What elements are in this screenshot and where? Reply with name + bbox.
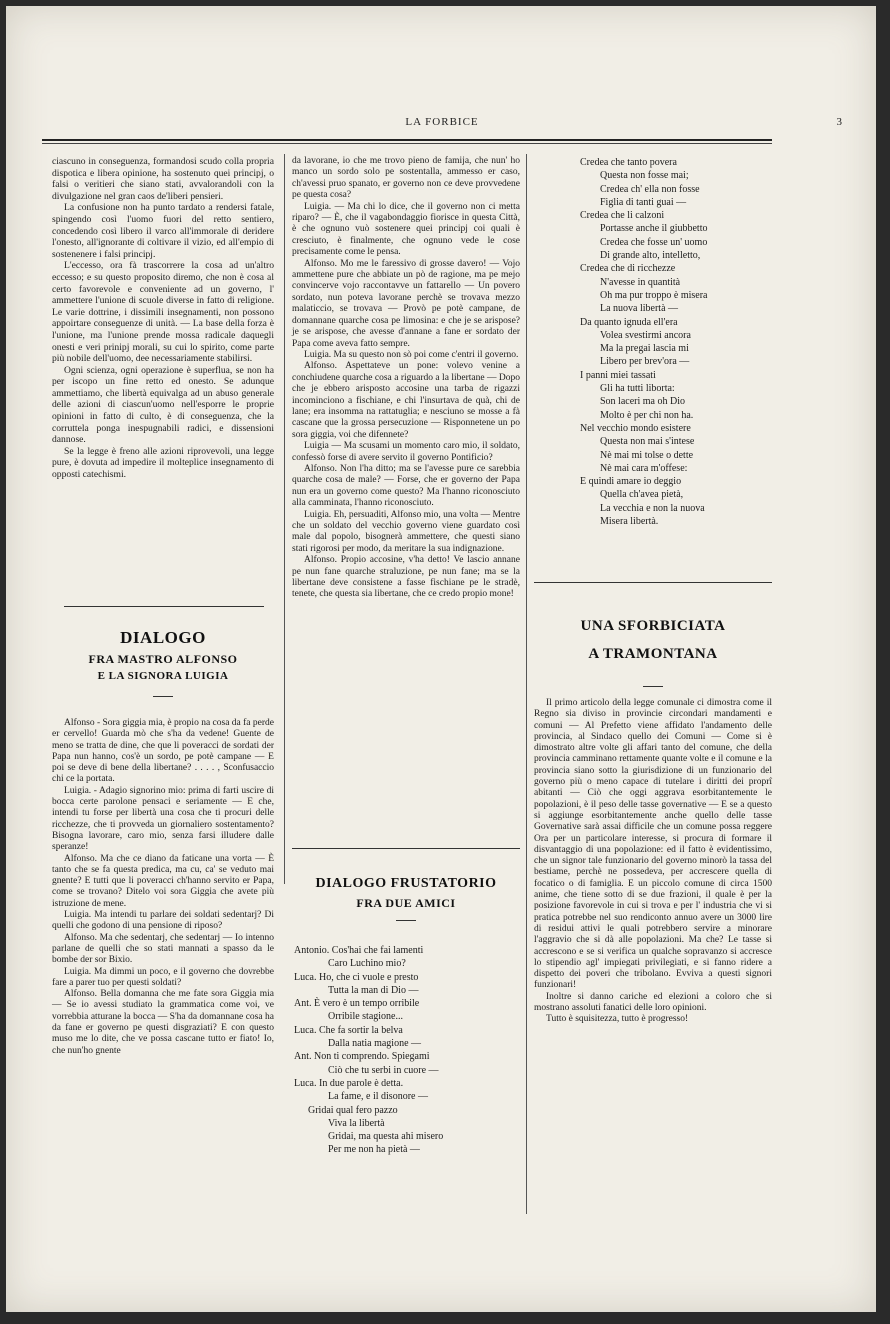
verse-line: Luca. In due parole è detta. bbox=[294, 1077, 404, 1089]
masthead-title: LA FORBICE bbox=[405, 116, 479, 128]
verse-line: Da quanto ignuda ell'era bbox=[580, 316, 678, 328]
verse-line: La nuova libertà — bbox=[600, 303, 679, 315]
header-rule-thin bbox=[42, 143, 772, 144]
verse-line: Nel vecchio mondo esistere bbox=[580, 422, 691, 434]
verse-line: I panni miei tassati bbox=[580, 369, 656, 381]
dialogo-title: DIALOGO bbox=[120, 628, 206, 647]
verse-line: Credea che di ricchezze bbox=[580, 263, 676, 275]
page-header bbox=[42, 116, 842, 136]
verse-line: Ma la pregai lascia mi bbox=[600, 343, 689, 355]
dialogue-line: Luigia. - Adagio signorino mio: prima di farti uscire di bocca certe parolone pensaci e seriamente — E che, intendi tu forse per libertà una cosa che ti procuri delle ricchezze, che ti provveda un giornaliero sostentamento? Bisogna lavorare, caro mio, senza farsi illudere dalle speranze! bbox=[52, 785, 274, 853]
verse-line: Credea che li calzoni bbox=[580, 210, 665, 222]
section-rule bbox=[534, 582, 772, 583]
verse-line: Ciò che tu serbi in cuore — bbox=[328, 1064, 439, 1076]
verse-line: Quella ch'avea pietà, bbox=[600, 489, 684, 501]
verse-line: Gridai, ma questa ahi misero bbox=[328, 1131, 444, 1143]
article-paragraph: Il primo articolo della legge comunale ci dimostra come il Regno sia diviso in provincie circondari mandamenti e comuni — Al Prefetto viene affidato l'andamento delle provincia, al Sindaco quello dei Comuni — Come si è dimostrato altre volte gli affari tanto del comune, che della provincia camminano rettamente quante volte e il comune e la provincia siano sotto la giurisdizione di un funzionario del governo più o meno capace di tutelare i diritti dei proprî abitanti — Ciò che oggi aggrava esorbitantemente le popolazioni, è il peso delle tasse governative — E se a questo si aggiunge esorbitantemente anche quello delle tasse Governative sarà assai difficile che un comune possa reggere Ora per un particolare interesse, si procura di formare il disvantaggio di una popolazione: ed il fatto è evidentissimo, che un signor tale funzionario del governo minorò la tassa del bestiame, perchè ne possedeva, per accrescere quella di focatico o di famiglia. E un piccolo comune di circa 1500 anime, che tiene sotto di se due frazioni, il quale è per la posizione favorevole in cui si trova e per l' industria che vi si pratica potrebbe nel suo rendiconto annuo avere un 3000 lire di residui attivi le quali potrebbero servire a minorare l'aggravio che si dà alle popolazioni. Ma che? Le tasse si accrescono e se si verifica un qualche sopravanzo si accresce lo stipendio agl' impiegati privilegiati, e si fanno ridere a dispetto dei poveri che tribolano. Evviva a questi signori funzionari! bbox=[534, 698, 772, 991]
newspaper-page bbox=[6, 6, 876, 1312]
dialogue-line: Luigia. Ma intendi tu parlare dei soldati sedentarj? Di quelli che godono di una pensione di riposo? bbox=[52, 910, 274, 932]
dialogue-line: Alfonso. Ma che ce diano da faticane una vorta — È tanto che se fa questa predica, ma cu, ca' se veduto mai gnente? E tutti que li poveracci ch'hanno servito er Papa, come se trovano? Ditelo voi sora Giggia che avete più istruzione de mene. bbox=[52, 853, 274, 909]
dialogo-subtitle-2: E LA SIGNORA LUIGIA bbox=[97, 670, 229, 682]
verse-line: La fame, e il disonore — bbox=[328, 1091, 428, 1103]
dialogue-line: Luigia. Ma su questo non sò poi come c'entri il governo. bbox=[304, 349, 519, 360]
article-paragraph: Ogni scienza, ogni operazione è superflua, se non ha per iscopo un fine retto ed onesto. Se adunque ammettiamo, che libertà equivalga ad un abuso generale delle azioni di ciascun'uomo nell'esporre le proprie opinioni in fatto di culto, è di conseguenza, che la corruttela ponga inespugnabili radici, e dissensioni dannose. bbox=[52, 364, 274, 446]
column-1-article bbox=[52, 156, 274, 481]
dialogue-line: Alfonso. Aspettateve un pone: volevo venine a conchiudene quarche cosa a riguardo a la libertane — Dopo che je ebbero arisposto accosine una tarba de rigazzi incominciono a fischiane, e chi l'insurtava de quà, chi de lane; era insomma na rattatuglia; e nesciuno se mosse a fà cascane que la grossa persecuzione — Risponnetene un po sora giggia, voi che difennete? bbox=[292, 361, 520, 440]
verse-line: Credea che tanto povera bbox=[580, 157, 677, 168]
column-2-dialogue bbox=[292, 156, 520, 601]
verse-line: Viva la libertà bbox=[328, 1117, 385, 1129]
dialogue-line: da lavorane, io che me trovo pieno de famija, che nun' ho manco un sordo solo pe sostentalla, ammesso er caso, ch'avessi pruo spanato, er governo non ce deve provvedene pe questa cosa? bbox=[292, 156, 520, 201]
verse-line: Ant. È vero è un tempo orribile bbox=[294, 998, 420, 1010]
article-paragraph: La confusione non ha punto tardato a rendersi fatale, spingendo così l'uomo fuori del retto sentiero, concedendo così libero il varco all'immorale di deridere l'onesto, all'ignorante di coltivare il vizio, ed all'empio di sostenenere i falsi principj. bbox=[52, 202, 274, 260]
verse-line: Libero per brev'ora — bbox=[600, 356, 690, 368]
dialogue-line: Luigia — Ma scusami un momento caro mio, il soldato, confessò forse di avere servito il governo Pontificio? bbox=[292, 441, 520, 463]
article-paragraph: L'eccesso, ora fà trascorrere la cosa ad un'altro eccesso; e su questo proposito diremo, che non è cosa al certo favorevole e conveniente ad un governo, l' ammettere l'unione di scuole diverse in fatto di religione. Le varie dottrine, i dissimili insegnamenti, non possono appoirtare conseguenze di unità. — La base della forza è l'unione, ma l'unione prende mossa radicale daquegli onesti e veri prinipj morali, su cui lo spirito, come parte più nobile dell'uomo, dee necessariamente stabilirsi. bbox=[52, 260, 274, 365]
verse-line: Luca. Ho, che ci vuole e presto bbox=[294, 971, 419, 983]
dialogue-line: Alfonso - Sora giggia mia, è propio na cosa da fa perde er cervello! Guarda mò che s'ha da vedene! Guente de meno se tratta de dine, che que li poveracci de sordati der Papa nun hanno, cos'è un sordo, pe potè campane — E poi se deve di bene della libertane? . . . . , Sconfusaccio chi ce la portata. bbox=[52, 718, 274, 785]
article-paragraph: Inoltre si danno cariche ed elezioni a coloro che si mostrano assoluti fanatici delle loro opinioni. bbox=[534, 991, 772, 1014]
ornament-rule bbox=[396, 920, 416, 921]
verse-line: Tutta la man di Dio — bbox=[328, 984, 419, 996]
page-number: 3 bbox=[836, 116, 842, 128]
sforbiciata-subtitle: A TRAMONTANA bbox=[588, 646, 718, 662]
article-paragraph: ciascuno in conseguenza, formandosi scudo colla propria dispotica e libera opinione, ha sostenuto quei principj, o falsi o veritieri che siano stati, avvalorandoli con la divulgazione nel gran caos de'liberi pensieri. bbox=[52, 156, 274, 202]
column-divider-2 bbox=[526, 154, 527, 1214]
verse-line: Ant. Non ti comprendo. Spiegami bbox=[294, 1051, 430, 1063]
dialogo-frustatorio-subtitle: FRA DUE AMICI bbox=[356, 896, 456, 910]
article-paragraph: Tutto è squisitezza, tutto è progresso! bbox=[546, 1014, 689, 1025]
verse-line: Per me non ha pietà — bbox=[328, 1144, 420, 1156]
verse-line: Volea svestirmi ancora bbox=[600, 329, 691, 341]
verse-line: La vecchia e non la nuova bbox=[600, 502, 705, 514]
dialogo-frustatorio-title: DIALOGO FRUSTATORIO bbox=[315, 876, 497, 891]
verse-line: Dalla natia magione — bbox=[328, 1038, 422, 1050]
section-rule bbox=[64, 606, 264, 607]
column-3-verse bbox=[566, 156, 772, 528]
verse-line: E quindi amare io deggio bbox=[580, 476, 682, 488]
verse-line: Molto è per chi non ha. bbox=[600, 409, 694, 421]
column-3-article bbox=[534, 698, 772, 1026]
verse-line: Caro Luchino mio? bbox=[328, 958, 406, 970]
verse-line: N'avesse in quantità bbox=[600, 276, 681, 288]
dialogue-line: Alfonso. Bella domanna che me fate sora Giggia mia — Se io avessi studiato la grammatica come voi, ve vorrebbia atturane la bocca — S'ha da domannane cosa ha da fane er governo pe questi disgraziati? E con questo muso me lo dite, che ve possa cascane tutto er fiato! Io, che nun'ho gnente bbox=[52, 989, 274, 1056]
dialogue-line: Luigia. Eh, persuaditi, Alfonso mio, una volta — Mentre che un soldato del vecchio governo viene guardato così male dal popolo, bisognerà ammettere, che questi siano stati rigorosi per modo, da meritare la sua indignazione. bbox=[292, 509, 520, 554]
column-1-dialogue bbox=[52, 718, 274, 1057]
verse-line: Portasse anche il giubbetto bbox=[600, 223, 708, 235]
section-rule bbox=[292, 848, 520, 849]
verse-line: Antonio. Cos'hai che fai lamenti bbox=[294, 945, 424, 956]
verse-line: Credea ch' ella non fosse bbox=[600, 183, 700, 195]
dialogue-line: Luigia. Ma dimmi un poco, e il governo che dovrebbe fare a parer tuo per questi soldati? bbox=[52, 966, 274, 988]
verse-line: Luca. Che fa sortir la belva bbox=[294, 1024, 403, 1036]
ornament-rule bbox=[643, 686, 663, 687]
verse-line: Nè mai mi tolse o dette bbox=[600, 449, 694, 461]
dialogo-subtitle-1: FRA MASTRO ALFONSO bbox=[88, 652, 238, 666]
header-rule bbox=[42, 139, 772, 141]
sforbiciata-title: UNA SFORBICIATA bbox=[580, 618, 726, 634]
verse-line: Oh ma pur troppo è misera bbox=[600, 289, 708, 301]
verse-line: Questa non fosse mai; bbox=[600, 170, 689, 182]
column-divider-1 bbox=[284, 154, 285, 884]
verse-line: Gli ha tutti liborta: bbox=[600, 383, 675, 395]
verse-line: Misera libertà. bbox=[600, 516, 659, 528]
column-2-verse bbox=[294, 944, 520, 1157]
verse-line: Di grande alto, intelletto, bbox=[600, 250, 701, 262]
dialogue-line: Alfonso. Mo me le faressivo di grosse davero! — Vojo ammettene pure che abbiate un pò de ragione, ma pe mejo convincerve vojo raccontavve un fattarello — Un povero sordato, nun poteva lavorane perchè se trovava mezzo malaticcio, se trovava — Provò pe potè campane, de domannane quarche cosa pe limosina: e che je se arispose? je se arispose, che avesse d'annane a fane er sordato der Papa come aveva fatto sempre. bbox=[292, 258, 520, 349]
verse-line: Figlia di tanti guai — bbox=[600, 196, 687, 208]
verse-line: Gridai qual fero pazzo bbox=[308, 1104, 398, 1116]
dialogue-line: Alfonso. Non l'ha ditto; ma se l'avesse pure ce sarebbia quarche cosa de male? — Forse, che er governo der Papa nun era un governo come questo? Ma l'hanno riconosciuto alla camminata, l'hanno riconosciuto. bbox=[292, 463, 520, 509]
dialogue-line: Luigia. — Ma chi lo dice, che il governo non ci metta riparo? — È, che il vagabondaggio fiorisce in questa Città, è che ognuno vuò sostenere quei principj coi quali è cresciuto, è finalmente, che ognuno vede le cose precisamente come le pensa. bbox=[292, 201, 520, 258]
dialogue-line: Alfonso. Ma che sedentarj, che sedentarj — Io intenno parlane de quelli che so stati mannati a spasso da le bombe der sor Bixio. bbox=[52, 932, 274, 966]
article-paragraph: Se la legge è freno alle azioni riprovevoli, una legge pure, è dovuta ad impedire il molteplice insegnamento di opposti catechismi. bbox=[52, 445, 274, 481]
ornament-rule bbox=[153, 696, 173, 697]
verse-line: Nè mai cara m'offese: bbox=[600, 462, 688, 474]
verse-line: Orribile stagione... bbox=[328, 1011, 403, 1023]
dialogue-line: Alfonso. Propio accosine, v'ha detto! Ve lascio annane pe nun fane quarche straluzione, pe nun fane; ma se la libertane deve consistene a fasse fischiane pe le stradè, tenete, che questa sia libertane, che ce credo propio mone! bbox=[292, 555, 520, 600]
verse-line: Son laceri ma oh Dio bbox=[600, 396, 685, 408]
verse-line: Questa non mai s'intese bbox=[600, 436, 695, 448]
verse-line: Credea che fosse un' uomo bbox=[600, 236, 708, 248]
